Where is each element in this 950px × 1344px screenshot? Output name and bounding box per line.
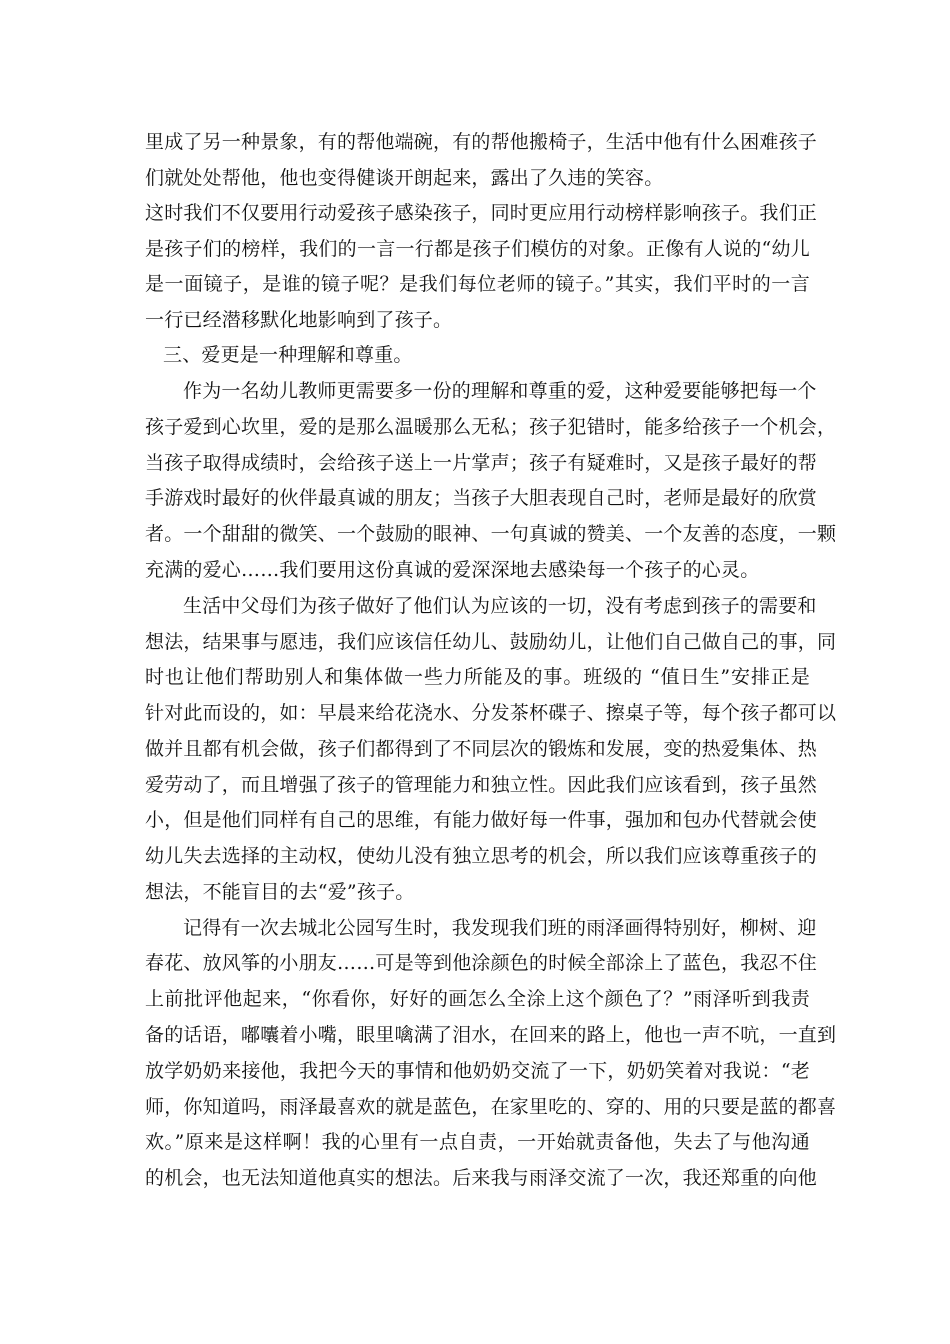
text-line: 幼儿失去选择的主动权，使幼儿没有独立思考的机会，所以我们应该尊重孩子的 — [145, 845, 818, 867]
text-line: 针对此而设的，如：早晨来给花浇水、分发茶杯碟子、擦桌子等，每个孩子都可以 — [145, 702, 837, 724]
text-line: 一行已经潜移默化地影响到了孩子。 — [145, 309, 453, 331]
text-line: 爱劳动了，而且增强了孩子的管理能力和独立性。因此我们应该看到，孩子虽然 — [145, 774, 818, 796]
text-line: 时也让他们帮助别人和集体做一些力所能及的事。班级的 “值日生”安排正是 — [145, 666, 810, 688]
text-line: 们就处处帮他，他也变得健谈开朗起来，露出了久违的笑容。 — [145, 167, 664, 189]
text-line: 想法，结果事与愿违，我们应该信任幼儿、鼓励幼儿，让他们自己做自己的事，同 — [145, 631, 837, 653]
text-line: 是孩子们的榜样，我们的一言一行都是孩子们模仿的对象。正像有人说的“幼儿 — [145, 238, 810, 260]
text-line: 做并且都有机会做，孩子们都得到了不同层次的锻炼和发展，变的热爱集体、热 — [145, 738, 818, 760]
text-line: 作为一名幼儿教师更需要多一份的理解和尊重的爱，这种爱要能够把每一个 — [183, 380, 817, 402]
text-line: 小，但是他们同样有自己的思维，有能力做好每一件事，强加和包办代替就会使 — [145, 809, 818, 831]
text-line: 充满的爱心……我们要用这份真诚的爱深深地去感染每一个孩子的心灵。 — [145, 559, 760, 581]
text-line: 春花、放风筝的小朋友……可是等到他涂颜色的时候全部涂上了蓝色，我忍不住 — [145, 952, 818, 974]
text-line: 的机会，也无法知道他真实的想法。后来我与雨泽交流了一次，我还郑重的向他 — [145, 1167, 818, 1189]
text-line: 者。一个甜甜的微笑、一个鼓励的眼神、一句真诚的赞美、一个友善的态度，一颗 — [145, 523, 837, 545]
text-line: 当孩子取得成绩时，会给孩子送上一片掌声；孩子有疑难时，又是孩子最好的帮 — [145, 452, 818, 474]
text-line: 是一面镜子，是谁的镜子呢？是我们每位老师的镜子。”其实，我们平时的一言 — [145, 273, 810, 295]
text-line: 师，你知道吗，雨泽最喜欢的就是蓝色，在家里吃的、穿的、用的只要是蓝的都喜 — [145, 1096, 837, 1118]
text-line: 孩子爱到心坎里，爱的是那么温暖那么无私；孩子犯错时，能多给孩子一个机会， — [145, 416, 837, 438]
text-line: 放学奶奶来接他，我把今天的事情和他奶奶交流了一下，奶奶笑着对我说：“老 — [145, 1060, 810, 1082]
text-line: 手游戏时最好的伙伴最真诚的朋友；当孩子大胆表现自己时，老师是最好的欣赏 — [145, 487, 818, 509]
text-line: 想法，不能盲目的去“爱”孩子。 — [145, 881, 415, 903]
text-line: 备的话语，嘟囔着小嘴，眼里噙满了泪水，在回来的路上，他也一声不吭，一直到 — [145, 1024, 837, 1046]
text-line: 生活中父母们为孩子做好了他们认为应该的一切，没有考虑到孩子的需要和 — [183, 595, 817, 617]
section-heading: 三、爱更是一种理解和尊重。 — [163, 344, 413, 366]
text-line: 里成了另一种景象，有的帮他端碗，有的帮他搬椅子，生活中他有什么困难孩子 — [145, 131, 818, 153]
text-line: 欢。”原来是这样啊！我的心里有一点自责，一开始就责备他，失去了与他沟通 — [145, 1131, 810, 1153]
text-line: 这时我们不仅要用行动爱孩子感染孩子，同时更应用行动榜样影响孩子。我们正 — [145, 202, 818, 224]
text-line: 记得有一次去城北公园写生时，我发现我们班的雨泽画得特别好，柳树、迎 — [183, 917, 817, 939]
text-line: 上前批评他起来，“你看你，好好的画怎么全涂上这个颜色了？”雨泽听到我责 — [145, 988, 810, 1010]
